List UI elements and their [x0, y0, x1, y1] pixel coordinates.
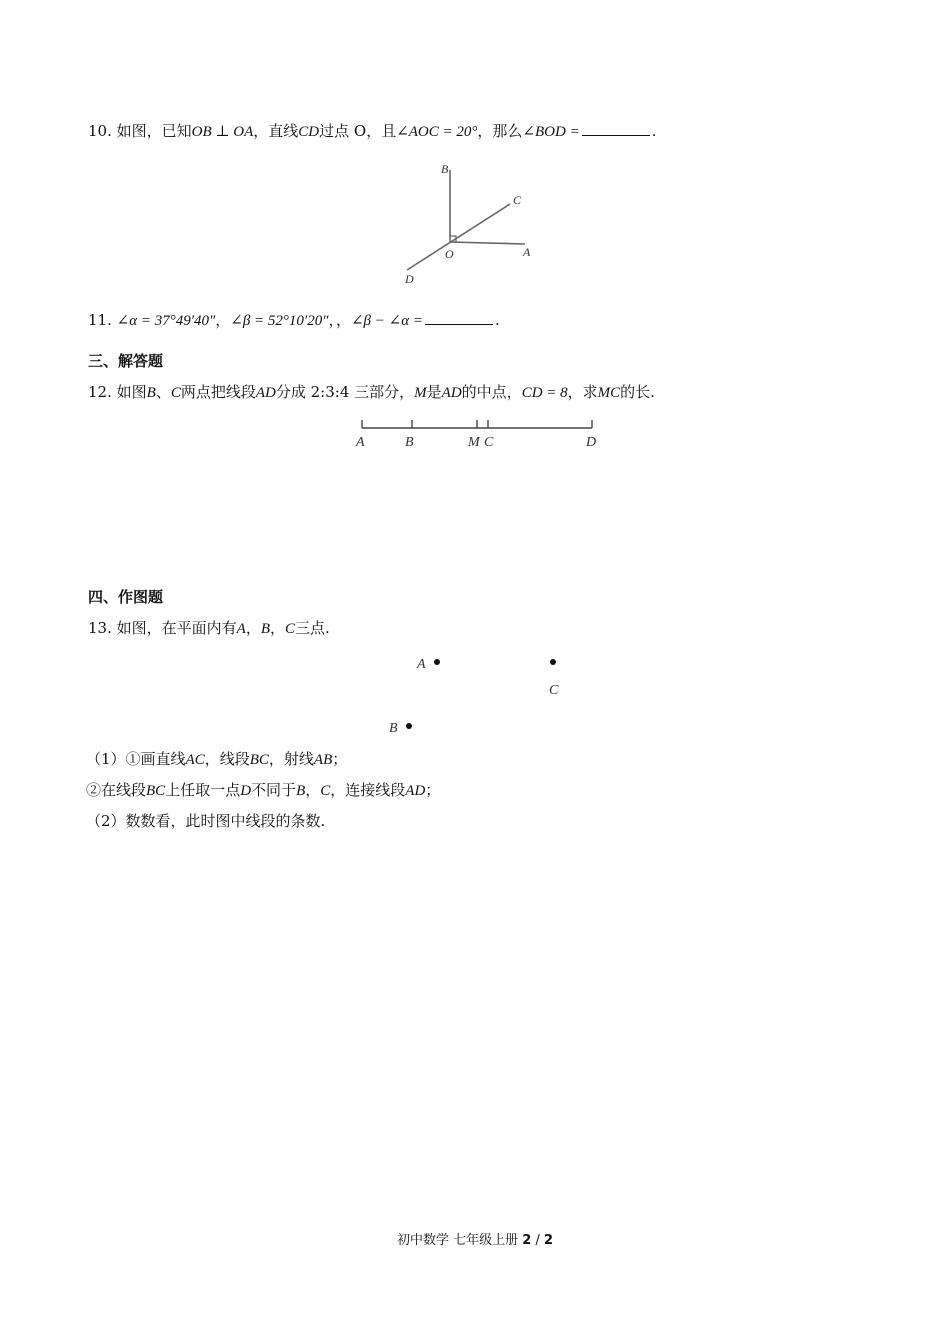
label-o: O — [445, 247, 454, 261]
q13-part1b: ②在线段BC上任取一点D不同于B，C，连接线段AD； — [86, 781, 441, 799]
label-c: C — [549, 683, 559, 698]
q11-text: 11. ∠α = 37°49′40″，∠β = 52°10′20″，，∠β − ∠α = . — [88, 311, 500, 329]
label-c: C — [484, 435, 494, 450]
label-a: A — [523, 245, 531, 259]
label-b: B — [389, 721, 398, 736]
page-number: 2 — [522, 1233, 532, 1248]
q10-figure — [395, 158, 545, 288]
label-a: A — [356, 435, 365, 450]
q11-number: 11. — [88, 311, 112, 329]
section3-title: 三、解答题 — [88, 352, 164, 370]
point-a — [434, 659, 440, 665]
q13-number: 13. — [88, 619, 112, 637]
q13-points-figure — [380, 648, 580, 740]
q10-answer-blank — [582, 121, 650, 136]
line-cd — [407, 204, 510, 270]
point-b — [406, 723, 412, 729]
q10-text: 10. 如图，已知OB ⊥ OA，直线CD过点 O，且∠AOC = 20°，那么∠BOD = . — [88, 122, 657, 140]
q13-text: 13. 如图，在平面内有A，B，C三点. — [88, 619, 330, 637]
q13-part2: （2）数数看，此时图中线段的条数. — [86, 812, 326, 830]
label-c: C — [513, 193, 522, 207]
label-b: B — [441, 162, 449, 176]
q13-part1a: （1）①画直线AC，线段BC，射线AB； — [86, 750, 348, 768]
ray-oa — [450, 242, 525, 244]
page-footer: 初中数学 七年级上册 2 / 2 — [396, 1233, 554, 1248]
q12-segment-figure — [350, 413, 610, 453]
label-a: A — [417, 657, 426, 672]
label-m: M — [468, 435, 480, 450]
q12-text: 12. 如图B、C两点把线段AD分成 2:3:4 三部分，M是AD的中点，CD = 8，求MC的长. — [88, 383, 655, 401]
label-d: D — [586, 435, 597, 450]
page-total: 2 — [543, 1233, 554, 1248]
label-d: D — [405, 272, 414, 286]
q10-number: 10. — [88, 122, 112, 140]
section4-title: 四、作图题 — [88, 588, 164, 606]
q12-number: 12. — [88, 383, 112, 401]
point-c — [550, 659, 556, 665]
q11-answer-blank — [425, 310, 493, 325]
label-b: B — [405, 435, 414, 450]
